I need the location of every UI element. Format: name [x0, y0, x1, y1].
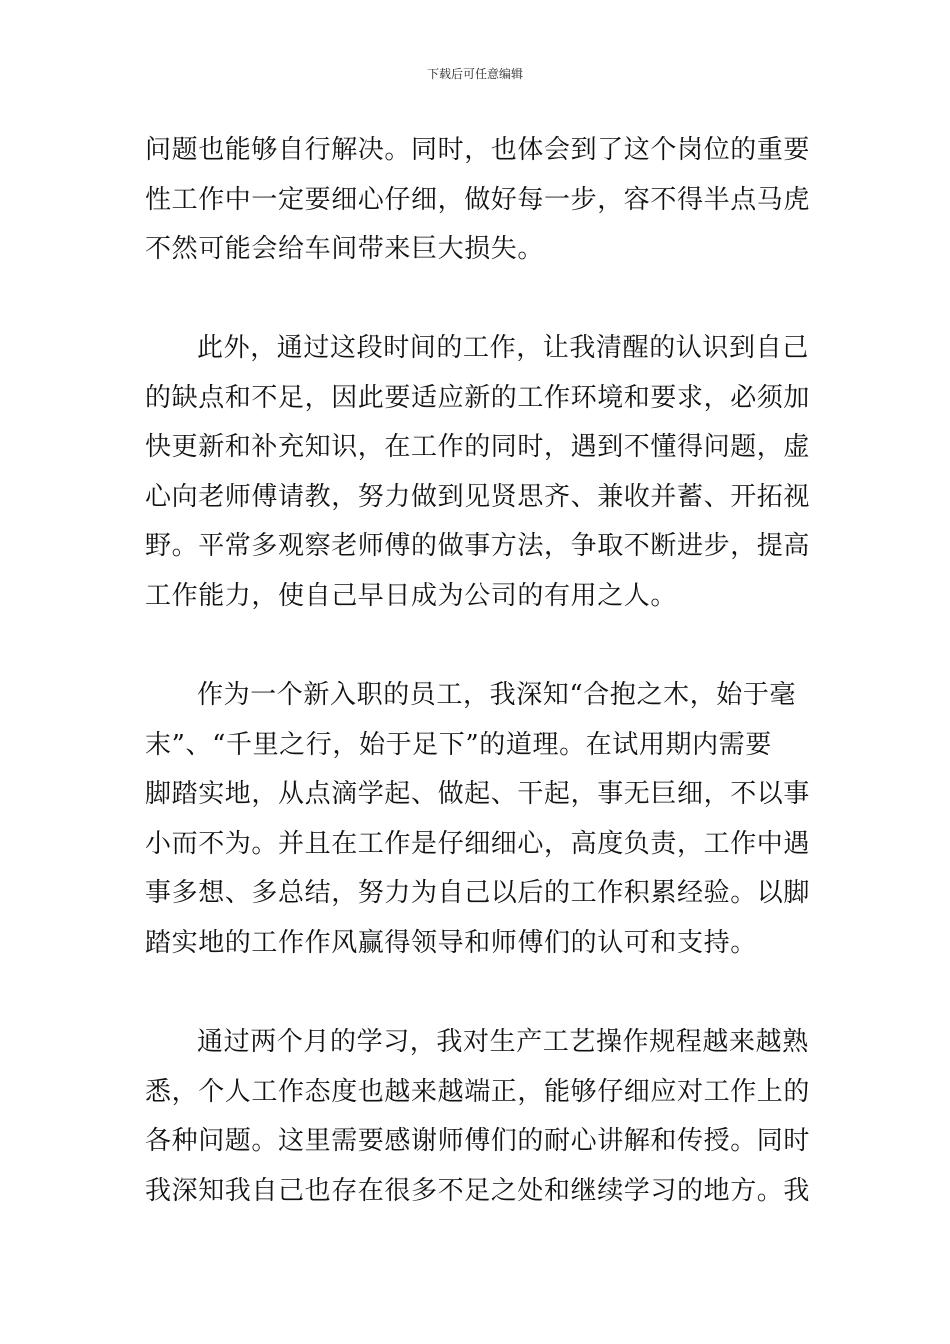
- page-header: 下载后可任意编辑: [426, 67, 523, 81]
- text-line: 快更新和补充知识，在工作的同时，遇到不懂得问题，虚: [145, 432, 811, 462]
- text-line: 脚踏实地，从点滴学起、做起、干起，事无巨细，不以事: [145, 779, 811, 809]
- text-line: 此外，通过这段时间的工作，让我清醒的认识到自己: [197, 333, 809, 363]
- text-line: 小而不为。并且在工作是仔细细心，高度负责，工作中遇: [145, 829, 811, 859]
- text-line: 通过两个月的学习，我对生产工艺操作规程越来越熟: [197, 1027, 809, 1057]
- text-line: 各种问题。这里需要感谢师傅们的耐心讲解和传授。同时: [145, 1126, 811, 1156]
- text-line: 作为一个新入职的员工，我深知“合抱之木，始于毫: [197, 680, 797, 710]
- text-line: 心向老师傅请教，努力做到见贤思齐、兼收并蓄、开拓视: [145, 482, 811, 512]
- text-line: 我深知我自己也存在很多不足之处和继续学习的地方。我: [145, 1176, 811, 1206]
- text-line: 性工作中一定要细心仔细，做好每一步，容不得半点马虎: [145, 185, 811, 215]
- text-line: 踏实地的工作作风赢得领导和师傅们的认可和支持。: [145, 928, 757, 958]
- text-line: 的缺点和不足，因此要适应新的工作环境和要求，必须加: [145, 383, 811, 413]
- text-line: 末”、“千里之行，始于足下”的道理。在试用期内需要: [145, 730, 772, 760]
- text-line: 不然可能会给车间带来巨大损失。: [145, 234, 545, 264]
- text-line: 野。平常多观察老师傅的做事方法，争取不断进步，提高: [145, 531, 811, 561]
- text-line: 事多想、多总结，努力为自己以后的工作积累经验。以脚: [145, 878, 811, 908]
- text-line: 悉，个人工作态度也越来越端正，能够仔细应对工作上的: [145, 1077, 811, 1107]
- text-line: 问题也能够自行解决。同时，也体会到了这个岗位的重要: [145, 135, 811, 165]
- text-line: 工作能力，使自己早日成为公司的有用之人。: [145, 581, 678, 611]
